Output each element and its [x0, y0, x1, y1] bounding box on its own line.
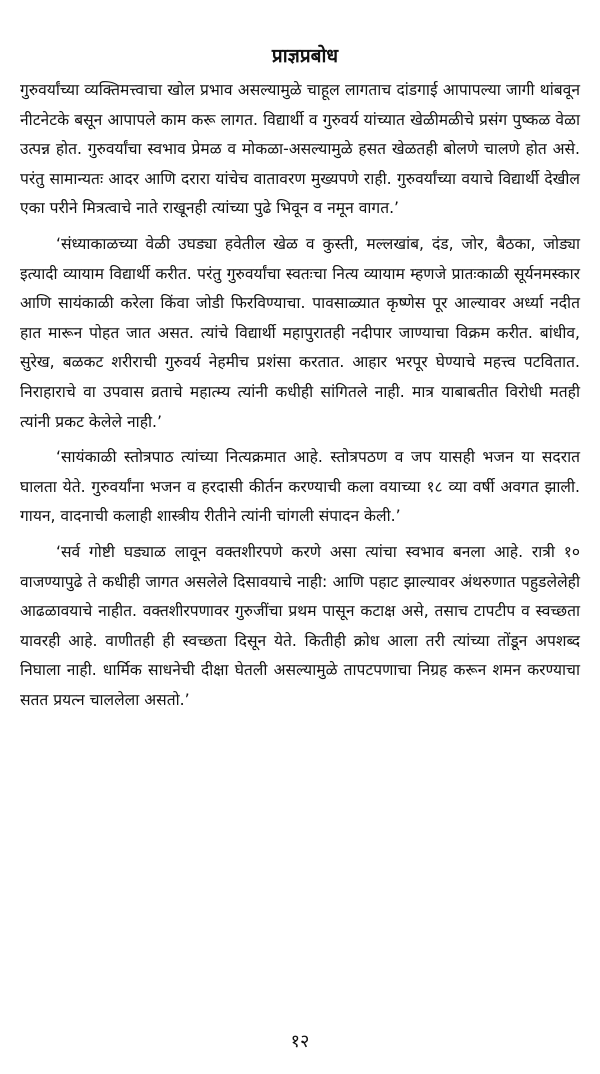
page-number: १२ [290, 1031, 310, 1052]
paragraph-4: ‘सर्व गोष्टी घड्याळ लावून वक्तशीरपणे करणे असा त्यांचा स्वभाव बनला आहे. रात्री १० वाजण्यापुढे ते कधीही जागत असलेले दिसावयाचे नाही: आणि पहाट झाल्यावर अंथरुणात पहुडलेलेही आढळावयाचे नाहीत. वक्तशीरपणावर गुरुजींचा प्रथम पासून कटाक्ष असे, तसाच टापटीप व स्वच्छता यावरही आहे. वाणीतही ही स्वच्छता दिसून येते. कितीही क्रोध आला तरी त्यांच्या तोंडून अपशब्द निघाला नाही. धार्मिक साधनेची दीक्षा घेतली असल्यामुळे तापटपणाचा निग्रह करून शमन करण्याचा सतत प्रयत्न चाललेला असतो.’ [20, 542, 580, 709]
paragraph-3: ‘सायंकाळी स्तोत्रपाठ त्यांच्या नित्यक्रमात आहे. स्तोत्रपठण व जप यासही भजन या सदरात घालता येते. गुरुवर्यांना भजन व हरदासी कीर्तन करण्याची कला वयाच्या १८ व्या वर्षी अवगत झाली. गायन, वादनाची कलाही शास्त्रीय रीतीने त्यांनी चांगली संपादन केली.’ [20, 448, 580, 526]
paragraph-1: गुरुवर्यांच्या व्यक्तिमत्त्वाचा खोल प्रभाव असल्यामुळे चाहूल लागताच दांडगाई आपापल्या जागी थांबवून नीटनेटके बसून आपापले काम करू लागत. विद्यार्थी व गुरुवर्य यांच्यात खेळीमळीचे प्रसंग पुष्कळ वेळा उत्पन्न होत. गुरुवर्यांचा स्वभाव प्रेमळ व मोकळा-असल्यामुळे हसत खेळतही बोलणे चालणे होत असे. परंतु सामान्यतः आदर आणि दरारा यांचेच वातावरण मुख्यपणे राही. गुरुवर्यांच्या वयाचे विद्यार्थी देखील एका परीने मित्रत्वाचे नाते राखूनही त्यांच्या पुढे भिवून व नमून वागत.’ [20, 81, 580, 218]
paragraph-2: ‘संध्याकाळच्या वेळी उघड्या हवेतील खेळ व कुस्ती, मल्लखांब, दंड, जोर, बैठका, जोड्या इत्यादी व्यायाम विद्यार्थी करीत. परंतु गुरुवर्यांचा स्वतःचा नित्य व्यायाम म्हणजे प्रातःकाळी सूर्यनमस्कार आणि सायंकाळी करेला किंवा जोडी फिरविण्याचा. पावसाळ्यात कृष्णेस पूर आल्यावर अर्ध्या नदीत हात मारून पोहत जात असत. त्यांचे विद्यार्थी महापुरातही नदीपार जाण्याचा विक्रम करीत. बांधीव, सुरेख, बळकट शरीराची गुरुवर्य नेहमीच प्रशंसा करतात. आहार भरपूर घेण्याचे महत्त्व पटवितात. निराहाराचे वा उपवास व्रताचे महात्म्य त्यांनी कधीही सांगितले नाही. मात्र याबाबतीत विरोधी मतही त्यांनी प्रकट केलेले नाही.’ [20, 234, 580, 431]
page-title: प्राज्ञप्रबोध [271, 45, 339, 67]
